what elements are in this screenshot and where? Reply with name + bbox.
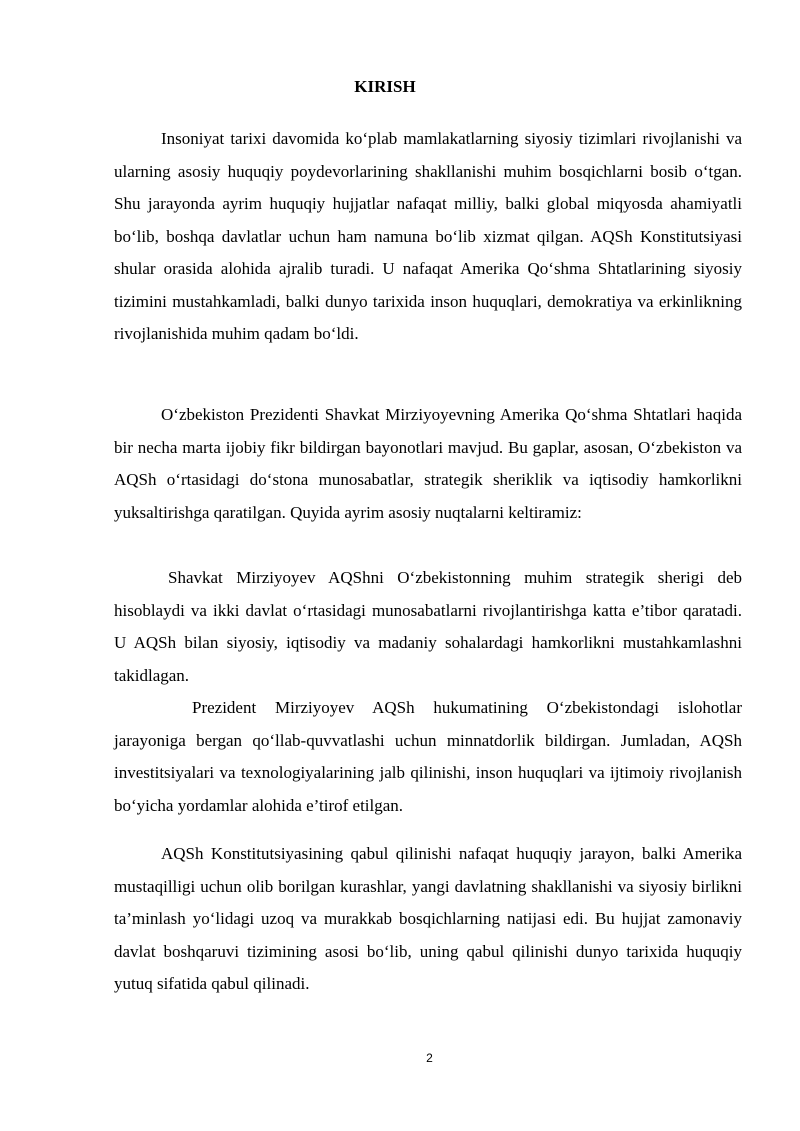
section-heading: KIRISH (354, 77, 416, 96)
paragraph-intro: Insoniyat tarixi davomida ko‘plab mamlakatlarning siyosiy tizimlari rivojlanishi va ularning asosiy huquqiy poydevorlarining shakllanishi muhim bosqichlarni bosib o‘tgan. Shu jarayonda ayrim huquqiy hujjatlar nafaqat milliy, balki global miqyosda ahamiyatli bo‘lib, boshqa davlatlar uchun ham namuna bo‘lib xizmat qilgan. AQSh Konstitutsiyasi shular orasida alohida ajralib turadi. U nafaqat Amerika Qo‘shma Shtatlarining siyosiy tizimini mustahkamladi, balki dunyo tarixida inson huquqlari, demokratiya va erkinlikning rivojlanishida muhim qadam bo‘ldi. (114, 129, 742, 343)
paragraph-constitution: AQSh Konstitutsiyasining qabul qilinishi nafaqat huquqiy jarayon, balki Amerika mustaqilligi uchun olib borilgan kurashlar, yangi davlatning shakllanishi va siyosiy birlikni ta’minlash yo‘lidagi uzoq va murakkab bosqichlarning natijasi edi. Bu hujjat zamonaviy davlat boshqaruvi tizimining asosi bo‘lib, uning qabul qilinishi dunyo tarixida huquqiy yutuq sifatida qabul qilinadi. (114, 844, 742, 993)
paragraph-gratitude: Prezident Mirziyoyev AQSh hukumatining O‘zbekistondagi islohotlar jarayoniga bergan qo‘llab-quvvatlashi uchun minnatdorlik bildirgan. Jumladan, AQSh investitsiyalari va texnologiyalarining jalb qilinishi, inson huquqlari va ijtimoiy rivojlanish bo‘yicha yordamlar alohida e’tirof etilgan. (114, 698, 742, 815)
paragraph-strategic-partner: Shavkat Mirziyoyev AQShni O‘zbekistonning muhim strategik sherigi deb hisoblaydi va ikki davlat o‘rtasidagi munosabatlarni rivojlantirishga katta e’tibor qaratadi. U AQSh bilan siyosiy, iqtisodiy va madaniy sohalardagi hamkorlikni mustahkamlashni takidlagan. (114, 568, 742, 685)
page-number: 2 (426, 1051, 433, 1065)
paragraph-president-statements: O‘zbekiston Prezidenti Shavkat Mirziyoyevning Amerika Qo‘shma Shtatlari haqida bir necha marta ijobiy fikr bildirgan bayonotlari mavjud. Bu gaplar, asosan, O‘zbekiston va AQSh o‘rtasidagi do‘stona munosabatlar, strategik sheriklik va iqtisodiy hamkorlikni yuksaltirishga qaratilgan. Quyida ayrim asosiy nuqtalarni keltiramiz: (114, 405, 742, 522)
